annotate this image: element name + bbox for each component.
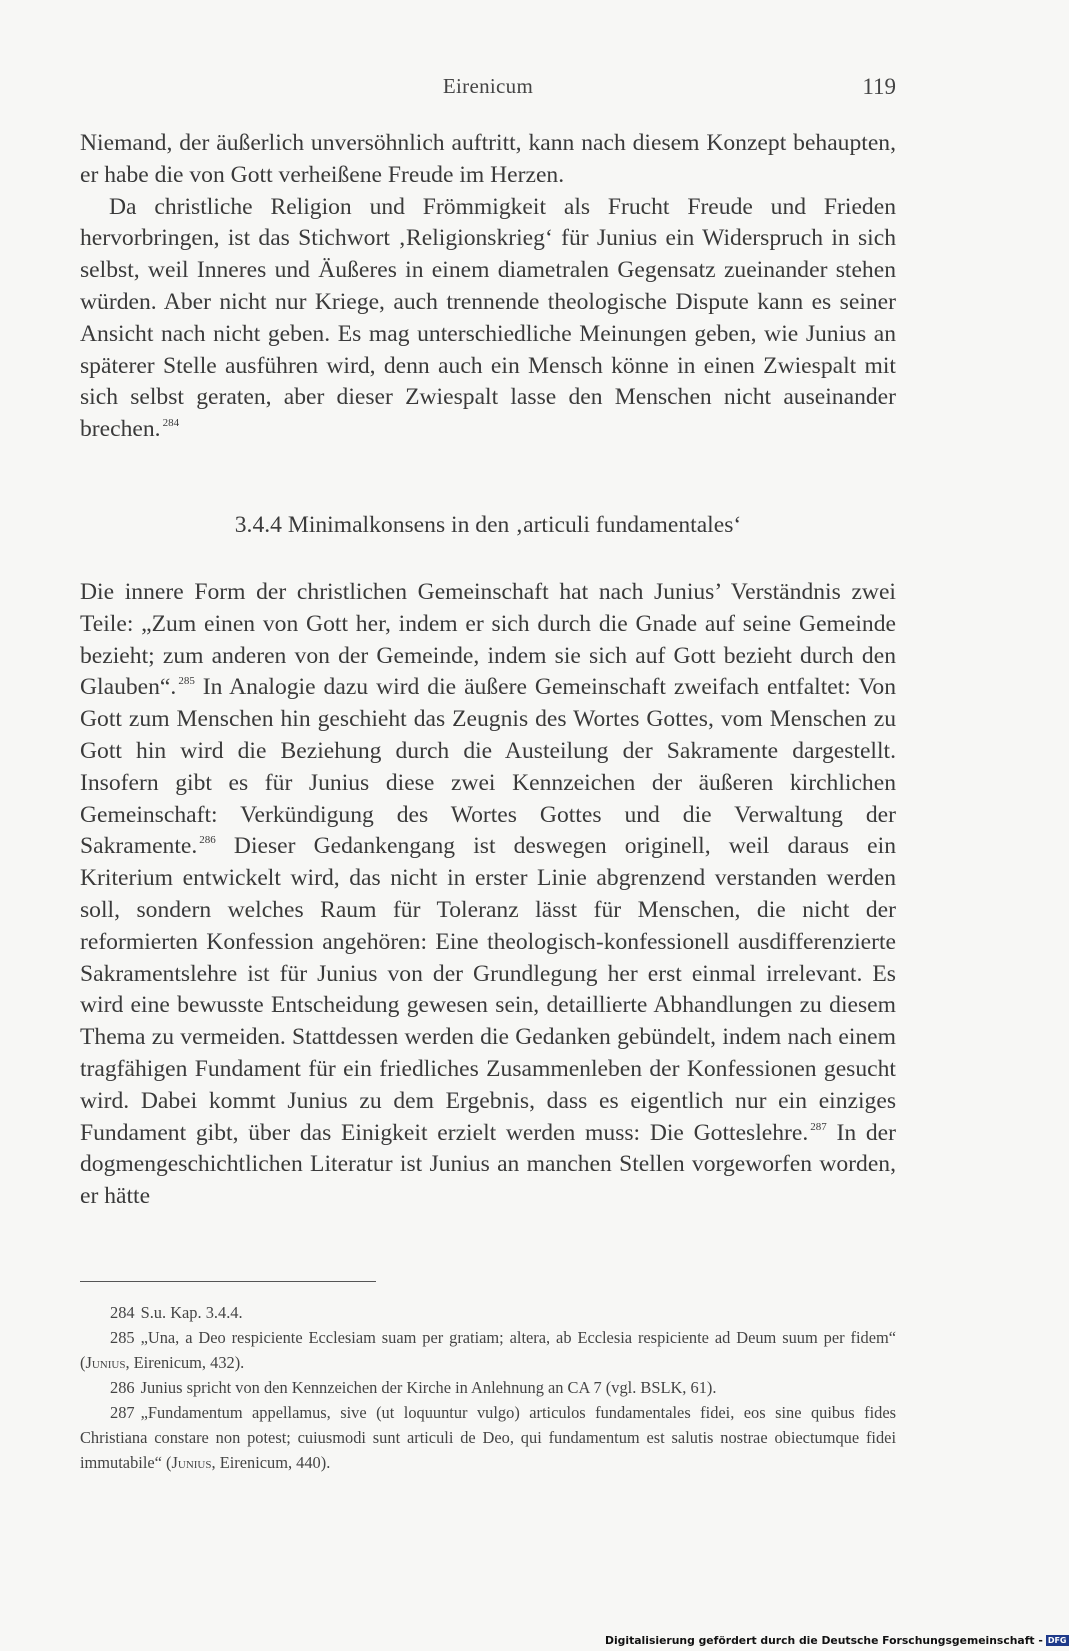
- footnote-author: Junius: [85, 1353, 126, 1372]
- credit-text: Digitalisierung gefördert durch die Deutsche Forschungsgemeinschaft -: [605, 1634, 1043, 1647]
- paragraph-2-text: Da christliche Religion und Frömmigkeit als Frucht Freude und Frieden hervorbringen, ist das Stichwort ‚Religionskrieg‘ für Junius ein Widerspruch in sich selbst, weil Inneres und Äußeres in einem diametralen Gegensatz zueinander stehen würden. Aber nicht nur Kriege, auch trennende theologische Dispute kann es seiner Ansicht nach nicht geben. Es mag unterschiedliche Meinungen geben, wie Junius an späterer Stelle ausführen wird, denn auch ein Mensch könne in einen Zwiespalt mit sich selbst geraten, aber dieser Zwiespalt lasse den Menschen nicht auseinander brechen.: [80, 193, 896, 443]
- footnote-286: [80, 1375, 896, 1400]
- section-heading: 3.4.4 Minimalkonsens in den ‚articuli fundamentales‘: [234, 512, 742, 538]
- footnote-citation: , Eirenicum, 432).: [125, 1353, 245, 1372]
- footnotes: [80, 1300, 896, 1475]
- paragraph-3-part-d: In der dogmengeschichtlichen Literatur ist Junius an manchen Stellen vorgeworfen worden, er hätte: [80, 1119, 897, 1210]
- footnote-ref-286[interactable]: 286: [199, 834, 216, 847]
- footnote-number: 286: [110, 1378, 135, 1397]
- page-number: 119: [862, 74, 896, 99]
- paragraph-3-part-c: Dieser Gedankengang ist deswegen originell, weil daraus ein Kriterium entwickelt wird, das nicht in erster Linie abgrenzend verstanden werden soll, sondern welches Raum für Toleranz lässt für Menschen, die nicht der reformierten Konfession angehören: Eine theologisch-konfessionell ausdifferenzierte Sakramentslehre ist für Junius von der Grundlegung her erst einmal irrelevant. Es wird eine bewusste Entscheidung gewesen sein, detaillierte Abhandlungen zu diesem Thema zu vermeiden. Stattdessen werden die Gedanken gebündelt, indem nach einem tragfähigen Fundament für ein friedliches Zusammenleben der Konfessionen gesucht wird. Dabei kommt Junius zu dem Ergebnis, dass es eigentlich nur ein einziges Fundament gibt, über das Einigkeit erzielt werden muss: Die Gotteslehre.: [80, 833, 896, 1146]
- footnote-divider: [80, 1281, 376, 1282]
- paragraph-3-part-b: In Analogie dazu wird die äußere Gemeinschaft zweifach entfaltet: Von Gott zum Menschen hin geschieht das Zeugnis des Wortes Gottes, vom Menschen zu Gott hin wird die Beziehung durch die Austeilung der Sakramente dargestellt. Insofern gibt es für Junius diese zwei Kennzeichen der äußeren kirchlichen Gemeinschaft: Verkündigung des Wortes Gottes und die Verwaltung der Sakramente.: [80, 674, 896, 860]
- running-head: [80, 74, 896, 104]
- footnote-text: „Fundamentum appellamus, sive (ut loquuntur vulgo) articulos fundamentales fidei, eos sine quibus fides Christiana constare non potest; cuiusmodi sunt articuli de Deo, qui fundamentum est salutis nostrae obiectumque fidei immutabile“ (: [80, 1403, 896, 1472]
- paragraph-1: Niemand, der äußerlich unversöhnlich auftritt, kann nach diesem Konzept behaupten, er habe die von Gott verheißene Freude im Herzen.: [80, 130, 896, 188]
- footnote-ref-285[interactable]: 285: [178, 675, 195, 688]
- footnote-citation: , Eirenicum, 440).: [211, 1453, 331, 1472]
- text-block-main: [80, 577, 896, 1213]
- footnote-ref-287[interactable]: 287: [810, 1120, 827, 1133]
- paragraph-3-part-a: Die innere Form der christlichen Gemeinschaft hat nach Junius’ Verständnis zwei Teile: „Zum einen von Gott her, indem er sich durch die Gnade auf seine Gemeinde bezieht; zum anderen von der Gemeinde, indem sie sich auf Gott bezieht durch den Glauben“.: [80, 579, 896, 701]
- running-title: Eirenicum: [442, 74, 534, 98]
- footnote-text: Junius spricht von den Kennzeichen der Kirche in Anlehnung an CA 7 (vgl. BSLK, 61).: [140, 1378, 717, 1397]
- footnote-number: 287: [110, 1403, 135, 1422]
- footnote-number: 285: [110, 1328, 135, 1347]
- footnote-ref-284[interactable]: 284: [162, 417, 180, 430]
- footnote-text: „Una, a Deo respiciente Ecclesiam suam per gratiam; altera, ab Ecclesia respiciente ad Deum suum per fidem“ (: [80, 1328, 896, 1372]
- footnote-author: Junius: [171, 1453, 212, 1472]
- footnote-285: [80, 1325, 896, 1375]
- footnote-287: [80, 1400, 896, 1475]
- text-block-top: [80, 128, 896, 446]
- footnote-284: [80, 1300, 896, 1325]
- digitization-credit: [605, 1634, 1069, 1647]
- footnote-number: 284: [110, 1303, 135, 1322]
- paragraph-2: [80, 192, 896, 446]
- paragraph-3: [80, 577, 896, 1213]
- dfg-logo: DFG: [1047, 1636, 1067, 1645]
- footnote-text: S.u. Kap. 3.4.4.: [140, 1303, 243, 1322]
